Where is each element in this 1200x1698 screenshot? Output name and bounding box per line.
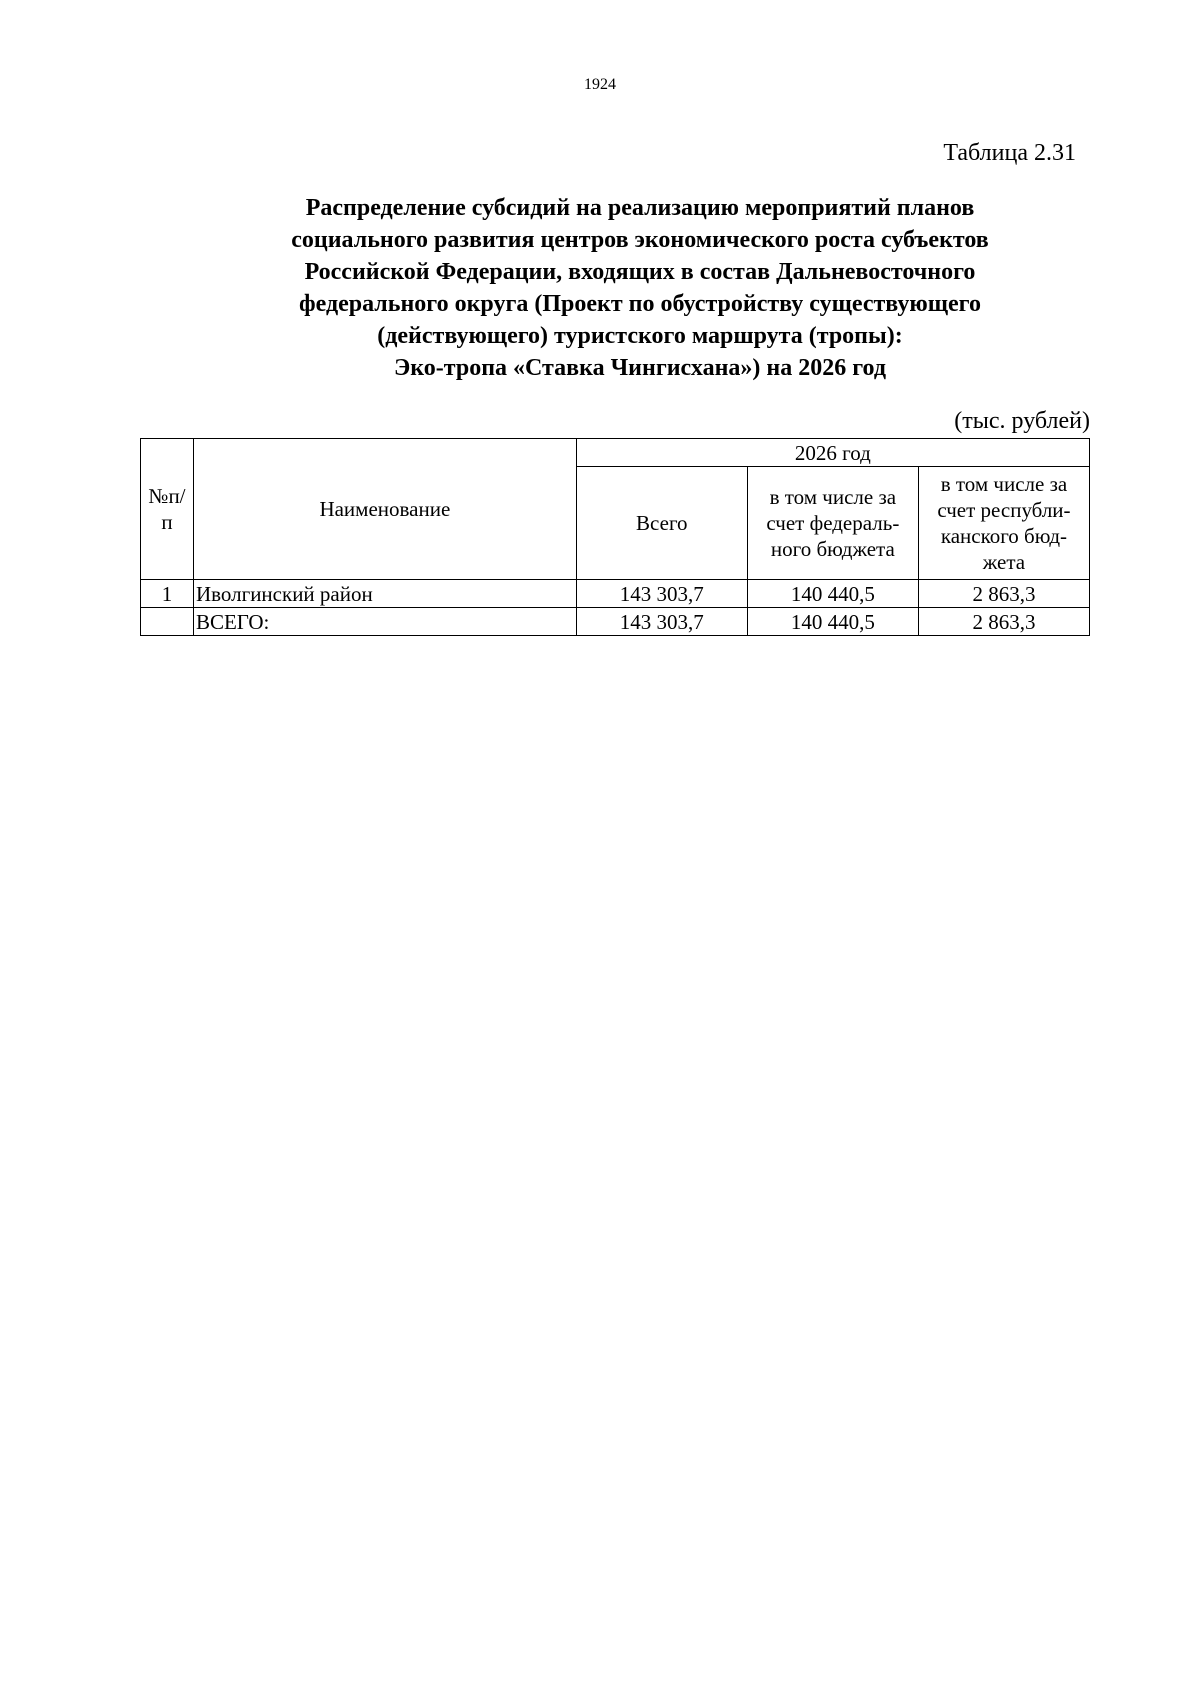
units-label: (тыс. рублей) (954, 408, 1090, 434)
title-line: Российской Федерации, входящих в состав Дальневосточного (304, 259, 976, 285)
header-republic: в том числе за счет республи-канского бюд-жета (918, 467, 1089, 580)
cell-total: 143 303,7 (576, 608, 747, 636)
cell-republic: 2 863,3 (918, 580, 1089, 608)
table-row-total (141, 608, 1090, 636)
header-total: Всего (576, 467, 747, 580)
header-federal: в том числе за счет федераль-ного бюджета (747, 467, 918, 580)
header-row (141, 439, 1090, 467)
subsidy-table (140, 438, 1090, 636)
cell-name: ВСЕГО: (193, 608, 576, 636)
cell-name: Иволгинский район (193, 580, 576, 608)
header-year: 2026 год (576, 439, 1089, 467)
table-row (141, 580, 1090, 608)
title-line: федерального округа (Проект по обустройству существующего (299, 291, 981, 317)
document-title (190, 192, 1090, 384)
title-line: социального развития центров экономического роста субъектов (291, 227, 989, 253)
cell-num (141, 608, 194, 636)
header-name: Наименование (193, 439, 576, 580)
title-line: Эко-тропа «Ставка Чингисхана») на 2026 год (394, 355, 886, 381)
page-number: 1924 (584, 76, 616, 93)
cell-num: 1 (141, 580, 194, 608)
header-num: №п/п (141, 439, 194, 580)
cell-republic: 2 863,3 (918, 608, 1089, 636)
cell-federal: 140 440,5 (747, 608, 918, 636)
cell-total: 143 303,7 (576, 580, 747, 608)
cell-federal: 140 440,5 (747, 580, 918, 608)
table-number: Таблица 2.31 (943, 140, 1076, 166)
title-line: (действующего) туристского маршрута (тропы): (377, 323, 903, 349)
title-line: Распределение субсидий на реализацию мероприятий планов (305, 195, 975, 221)
